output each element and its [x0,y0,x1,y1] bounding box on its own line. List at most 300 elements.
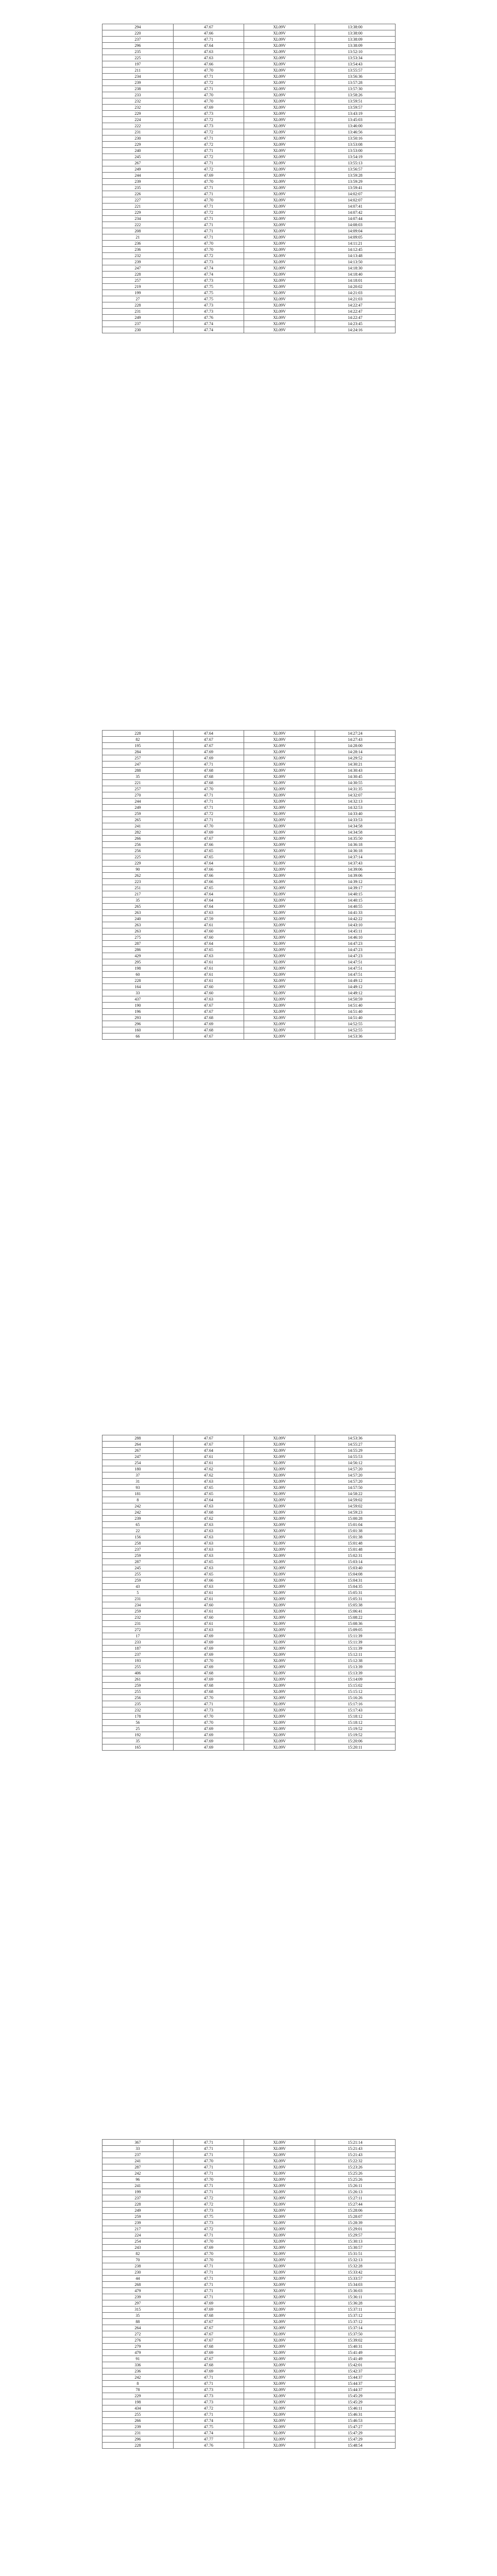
time-cell: 15:06:41 [315,1608,395,1615]
volume-cell: 287 [102,2164,174,2171]
code-cell: XL09V [244,965,315,972]
table-row [102,755,396,761]
time-cell: 14:13:50 [315,259,395,265]
code-cell: XL09V [244,265,315,272]
price-cell: 47.70 [173,786,244,792]
volume-cell: 282 [102,829,174,836]
time-cell: 14:36:18 [315,842,395,848]
volume-cell: 258 [102,1540,174,1547]
volume-cell: 25 [102,1726,174,1732]
price-cell: 47.73 [173,111,244,117]
price-cell: 47.71 [173,1701,244,1707]
table-row [102,1615,396,1621]
volume-cell: 296 [102,2436,174,2443]
table-row [102,154,396,160]
code-cell: XL09V [244,817,315,823]
table-row [102,2337,396,2344]
time-cell: 15:46:53 [315,2418,395,2424]
volume-cell: 232 [102,1707,174,1714]
time-cell: 15:01:48 [315,1547,395,1553]
volume-cell: 242 [102,1510,174,1516]
price-cell: 47.75 [173,290,244,296]
code-cell: XL09V [244,204,315,210]
code-cell: XL09V [244,2164,315,2171]
table-row [102,1627,396,1633]
volume-cell: 266 [102,2418,174,2424]
table-row [102,173,396,179]
time-cell: 14:45:11 [315,928,395,935]
price-cell: 47.71 [173,204,244,210]
code-cell: XL09V [244,302,315,309]
price-cell: 47.62 [173,1516,244,1522]
time-cell: 14:47:51 [315,972,395,978]
time-cell: 15:28:07 [315,2214,395,2220]
price-cell: 47.71 [173,2189,244,2195]
time-cell: 13:53:08 [315,142,395,148]
code-cell: XL09V [244,197,315,204]
table-row [102,823,396,829]
price-cell: 47.69 [173,1726,244,1732]
price-cell: 47.68 [173,1683,244,1689]
time-cell: 15:12:11 [315,1652,395,1658]
volume-cell: 232 [102,98,174,105]
time-cell: 13:43:19 [315,111,395,117]
price-cell: 47.68 [173,1027,244,1033]
code-cell: XL09V [244,947,315,953]
table-row [102,1003,396,1009]
volume-cell: 43 [102,1584,174,1590]
volume-cell: 35 [102,2313,174,2319]
code-cell: XL09V [244,904,315,910]
code-cell: XL09V [244,327,315,333]
price-cell: 47.71 [173,148,244,154]
table-row [102,854,396,860]
time-cell: 15:45:29 [315,2393,395,2399]
table-row [102,922,396,928]
code-cell: XL09V [244,2226,315,2232]
table-row [102,1658,396,1664]
trade-table [102,2139,396,2449]
table-row [102,284,396,290]
price-cell: 47.67 [173,2337,244,2344]
price-cell: 47.61 [173,1608,244,1615]
code-cell: XL09V [244,1454,315,1460]
time-cell: 14:57:50 [315,1485,395,1491]
volume-cell: 27 [102,296,174,302]
table-row [102,2412,396,2418]
time-cell: 14:20:02 [315,284,395,290]
price-cell: 47.69 [173,105,244,111]
code-cell: XL09V [244,1003,315,1009]
code-cell: XL09V [244,2331,315,2337]
price-cell: 47.63 [173,1503,244,1510]
time-cell: 14:40:15 [315,897,395,904]
code-cell: XL09V [244,854,315,860]
table-row [102,2239,396,2245]
table-row [102,2362,396,2368]
table-row [102,1027,396,1033]
volume-cell: 247 [102,265,174,272]
time-cell: 14:37:43 [315,860,395,867]
time-cell: 14:47:51 [315,959,395,965]
time-cell: 14:49:12 [315,978,395,984]
table-row [102,55,396,61]
volume-cell: 229 [102,142,174,148]
time-cell: 14:52:55 [315,1027,395,1033]
price-cell: 47.71 [173,2140,244,2146]
volume-cell: 270 [102,792,174,799]
price-cell: 47.73 [173,2393,244,2399]
table-row [102,947,396,953]
time-cell: 15:01:04 [315,1522,395,1528]
time-cell: 13:58:26 [315,92,395,98]
volume-cell: 228 [102,731,174,737]
trade-table-block-2 [102,730,396,1040]
price-cell: 47.72 [173,154,244,160]
time-cell: 15:20:11 [315,1744,395,1751]
code-cell: XL09V [244,98,315,105]
volume-cell: 234 [102,216,174,222]
table-row [102,774,396,780]
table-row [102,222,396,228]
code-cell: XL09V [244,1720,315,1726]
time-cell: 14:35:50 [315,836,395,842]
table-row [102,290,396,296]
time-cell: 14:13:48 [315,253,395,259]
volume-cell: 259 [102,1553,174,1559]
code-cell: XL09V [244,1472,315,1479]
table-row [102,885,396,891]
volume-cell: 219 [102,284,174,290]
table-row [102,61,396,67]
price-cell: 47.73 [173,278,244,284]
table-row [102,309,396,315]
code-cell: XL09V [244,55,315,61]
code-cell: XL09V [244,1559,315,1565]
time-cell: 15:13:39 [315,1670,395,1676]
time-cell: 14:02:07 [315,197,395,204]
price-cell: 47.73 [173,259,244,265]
table-row [102,2399,396,2405]
code-cell: XL09V [244,1608,315,1615]
table-row [102,743,396,749]
time-cell: 15:21:43 [315,2146,395,2152]
volume-cell: 288 [102,768,174,774]
volume-cell: 190 [102,1003,174,1009]
volume-cell: 33 [102,990,174,996]
volume-cell: 255 [102,1571,174,1578]
code-cell: XL09V [244,1670,315,1676]
code-cell: XL09V [244,1503,315,1510]
table-row [102,2183,396,2189]
volume-cell: 284 [102,749,174,755]
volume-cell: 296 [102,1021,174,1027]
volume-cell: 272 [102,1627,174,1633]
volume-cell: 82 [102,737,174,743]
trade-table [102,730,396,1040]
code-cell: XL09V [244,2276,315,2282]
volume-cell: 208 [102,228,174,234]
price-cell: 47.67 [173,2356,244,2362]
code-cell: XL09V [244,166,315,173]
time-cell: 13:55:57 [315,67,395,74]
time-cell: 13:59:41 [315,185,395,191]
table-row [102,241,396,247]
time-cell: 15:42:01 [315,2362,395,2368]
time-cell: 14:07:44 [315,216,395,222]
volume-cell: 264 [102,2325,174,2331]
price-cell: 47.74 [173,272,244,278]
price-cell: 47.72 [173,2226,244,2232]
price-cell: 47.71 [173,2282,244,2288]
price-cell: 47.71 [173,2232,244,2239]
table-row [102,1559,396,1565]
volume-cell: 279 [102,2344,174,2350]
time-cell: 14:11:21 [315,241,395,247]
price-cell: 47.66 [173,873,244,879]
price-cell: 47.70 [173,2251,244,2257]
price-cell: 47.71 [173,805,244,811]
table-row [102,2146,396,2152]
volume-cell: 259 [102,811,174,817]
volume-cell: 156 [102,1534,174,1540]
code-cell: XL09V [244,2436,315,2443]
code-cell: XL09V [244,2195,315,2201]
code-cell: XL09V [244,1738,315,1744]
code-cell: XL09V [244,284,315,290]
table-row [102,197,396,204]
price-cell: 47.60 [173,1602,244,1608]
code-cell: XL09V [244,173,315,179]
price-cell: 47.71 [173,2294,244,2300]
time-cell: 15:11:39 [315,1633,395,1639]
price-cell: 47.61 [173,1596,244,1602]
volume-cell: 265 [102,817,174,823]
time-cell: 14:47:23 [315,947,395,953]
price-cell: 47.61 [173,1454,244,1460]
volume-cell: 56 [102,1720,174,1726]
code-cell: XL09V [244,1497,315,1503]
time-cell: 13:38:09 [315,37,395,43]
volume-cell: 241 [102,2158,174,2164]
time-cell: 13:53:00 [315,148,395,154]
table-row [102,210,396,216]
volume-cell: 249 [102,166,174,173]
code-cell: XL09V [244,2307,315,2313]
volume-cell: 239 [102,2294,174,2300]
price-cell: 47.71 [173,2183,244,2189]
time-cell: 14:33:40 [315,811,395,817]
time-cell: 15:45:29 [315,2399,395,2405]
price-cell: 47.63 [173,1522,244,1528]
price-cell: 47.66 [173,867,244,873]
price-cell: 47.65 [173,1559,244,1565]
price-cell: 47.61 [173,922,244,928]
table-row [102,984,396,990]
code-cell: XL09V [244,972,315,978]
volume-cell: 233 [102,1639,174,1646]
time-cell: 13:45:03 [315,117,395,123]
table-row [102,811,396,817]
price-cell: 47.64 [173,941,244,947]
price-cell: 47.71 [173,216,244,222]
time-cell: 15:04:35 [315,1584,395,1590]
code-cell: XL09V [244,247,315,253]
time-cell: 15:05:38 [315,1602,395,1608]
time-cell: 14:02:07 [315,191,395,197]
volume-cell: 22 [102,1528,174,1534]
code-cell: XL09V [244,879,315,885]
volume-cell: 242 [102,2171,174,2177]
price-cell: 47.65 [173,1491,244,1497]
volume-cell: 255 [102,1664,174,1670]
trade-table-block-3 [102,1435,396,1751]
table-row [102,916,396,922]
code-cell: XL09V [244,941,315,947]
code-cell: XL09V [244,984,315,990]
price-cell: 47.60 [173,990,244,996]
code-cell: XL09V [244,2282,315,2288]
volume-cell: 197 [102,61,174,67]
time-cell: 14:21:03 [315,296,395,302]
table-row [102,2140,396,2146]
volume-cell: 180 [102,1466,174,1472]
price-cell: 47.64 [173,731,244,737]
code-cell: XL09V [244,2362,315,2368]
code-cell: XL09V [244,2350,315,2356]
volume-cell: 245 [102,1565,174,1571]
price-cell: 47.77 [173,2436,244,2443]
table-row [102,43,396,49]
price-cell: 47.66 [173,30,244,37]
price-cell: 47.75 [173,296,244,302]
price-cell: 47.64 [173,897,244,904]
time-cell: 13:57:28 [315,80,395,86]
code-cell: XL09V [244,990,315,996]
table-row [102,265,396,272]
code-cell: XL09V [244,1633,315,1639]
price-cell: 47.71 [173,2375,244,2381]
volume-cell: 259 [102,1578,174,1584]
table-row [102,910,396,916]
table-row [102,2158,396,2164]
table-row [102,1608,396,1615]
code-cell: XL09V [244,1615,315,1621]
volume-cell: 70 [102,2257,174,2263]
time-cell: 14:33:53 [315,817,395,823]
volume-cell: 234 [102,74,174,80]
volume-cell: 224 [102,117,174,123]
volume-cell: 229 [102,111,174,117]
price-cell: 47.61 [173,959,244,965]
volume-cell: 267 [102,1448,174,1454]
table-row [102,1460,396,1466]
price-cell: 47.72 [173,166,244,173]
volume-cell: 236 [102,247,174,253]
table-row [102,2313,396,2319]
time-cell: 15:47:29 [315,2430,395,2436]
code-cell: XL09V [244,910,315,916]
trade-table-block-4 [102,2139,396,2449]
table-row [102,972,396,978]
code-cell: XL09V [244,848,315,854]
table-row [102,2195,396,2201]
code-cell: XL09V [244,216,315,222]
volume-cell: 17 [102,1633,174,1639]
volume-cell: 254 [102,1460,174,1466]
time-cell: 14:57:20 [315,1472,395,1479]
table-row [102,1695,396,1701]
table-row [102,990,396,996]
time-cell: 13:53:34 [315,55,395,61]
table-row [102,315,396,321]
time-cell: 15:18:12 [315,1720,395,1726]
price-cell: 47.69 [173,2350,244,2356]
price-cell: 47.72 [173,117,244,123]
time-cell: 15:26:11 [315,2183,395,2189]
volume-cell: 240 [102,916,174,922]
code-cell: XL09V [244,792,315,799]
price-cell: 47.60 [173,935,244,941]
volume-cell: 254 [102,2239,174,2245]
code-cell: XL09V [244,24,315,30]
price-cell: 47.63 [173,1528,244,1534]
price-cell: 47.73 [173,123,244,129]
time-cell: 15:42:37 [315,2368,395,2375]
code-cell: XL09V [244,935,315,941]
price-cell: 47.63 [173,1547,244,1553]
price-cell: 47.69 [173,1639,244,1646]
price-cell: 47.70 [173,179,244,185]
time-cell: 14:32:53 [315,805,395,811]
time-cell: 14:37:14 [315,854,395,860]
volume-cell: 233 [102,92,174,98]
table-row [102,1633,396,1639]
table-row [102,941,396,947]
code-cell: XL09V [244,30,315,37]
table-row [102,1565,396,1571]
table-row [102,1510,396,1516]
price-cell: 47.72 [173,811,244,817]
volume-cell: 288 [102,1435,174,1442]
table-row [102,160,396,166]
volume-cell: 257 [102,278,174,284]
time-cell: 15:12:38 [315,1658,395,1664]
time-cell: 14:12:45 [315,247,395,253]
code-cell: XL09V [244,1021,315,1027]
table-row [102,935,396,941]
table-row [102,928,396,935]
code-cell: XL09V [244,1676,315,1683]
price-cell: 47.69 [173,1732,244,1738]
price-cell: 47.64 [173,1497,244,1503]
volume-cell: 242 [102,2375,174,2381]
volume-cell: 164 [102,984,174,990]
price-cell: 47.73 [173,2220,244,2226]
code-cell: XL09V [244,2257,315,2263]
price-cell: 47.69 [173,755,244,761]
volume-cell: 286 [102,947,174,953]
table-row [102,1442,396,1448]
volume-cell: 229 [102,210,174,216]
time-cell: 14:09:05 [315,234,395,241]
time-cell: 15:02:31 [315,1553,395,1559]
code-cell: XL09V [244,799,315,805]
time-cell: 15:41:49 [315,2350,395,2356]
price-cell: 47.67 [173,1009,244,1015]
volume-cell: 266 [102,836,174,842]
time-cell: 13:38:00 [315,30,395,37]
